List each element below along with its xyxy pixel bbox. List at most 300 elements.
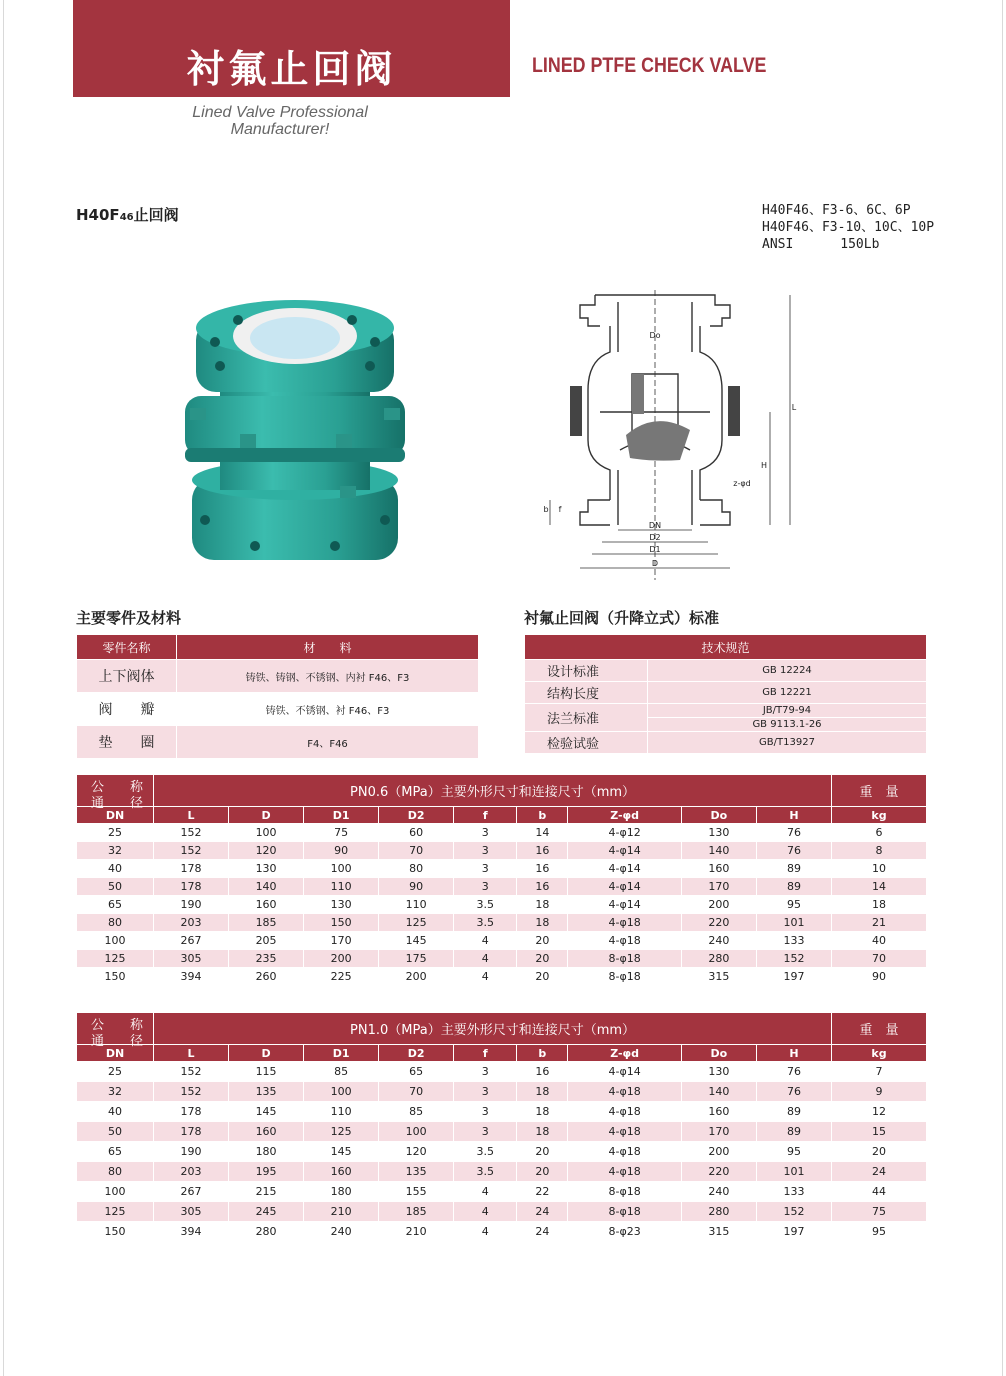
column-header: Do (681, 1045, 756, 1062)
weight-label: 重 量 (832, 1013, 927, 1045)
column-header: D1 (304, 807, 379, 824)
table-cell: 16 (517, 878, 568, 896)
table-cell: 20 (517, 1142, 568, 1162)
table-cell: 8-φ18 (568, 950, 681, 968)
part-material: 铸铁、不锈钢、衬 F46、F3 (177, 693, 479, 726)
table-cell: 65 (77, 1142, 154, 1162)
table-cell: 20 (517, 932, 568, 950)
corner-label (77, 1013, 154, 1049)
table-cell: 178 (154, 860, 229, 878)
table-cell: 133 (756, 932, 831, 950)
table-cell: 130 (681, 1062, 756, 1082)
table-cell: 4-φ18 (568, 1102, 681, 1122)
column-header: f (454, 807, 517, 824)
table-cell: 8-φ18 (568, 1202, 681, 1222)
table-cell: 120 (229, 842, 304, 860)
table-cell: 89 (756, 878, 831, 896)
standard-name: 法兰标准 (525, 704, 648, 732)
table-row (77, 726, 479, 759)
model-suffix: 止回阀 (133, 206, 179, 224)
part-material: F4、F46 (177, 726, 479, 759)
table-cell: 305 (154, 950, 229, 968)
table-cell: 152 (154, 824, 229, 842)
table-cell: 280 (229, 1222, 304, 1242)
table-cell: 7 (832, 1062, 927, 1082)
table-cell: 203 (154, 1162, 229, 1182)
table-row (77, 1062, 927, 1082)
table-cell: 18 (517, 1102, 568, 1122)
spec-line: H40F46、F3-6、6C、6P (762, 203, 911, 218)
parts-table (76, 634, 479, 759)
table-cell: 4-φ18 (568, 1122, 681, 1142)
column-header: DN (77, 1045, 154, 1062)
table-cell: 260 (229, 968, 304, 986)
column-header: Do (681, 807, 756, 824)
page-border-left (3, 0, 4, 1376)
column-header: H (756, 1045, 831, 1062)
table-cell: 6 (832, 824, 927, 842)
table-cell: 4-φ12 (568, 824, 681, 842)
table-cell: 50 (77, 878, 154, 896)
table-cell: 40 (77, 1102, 154, 1122)
spec-line: H40F46、F3-10、10C、10P (762, 220, 935, 235)
table-cell: 24 (517, 1202, 568, 1222)
table-row (77, 950, 927, 968)
table-cell: 90 (379, 878, 454, 896)
table-cell: 40 (832, 932, 927, 950)
table-cell: 90 (832, 968, 927, 986)
table-row (525, 682, 927, 704)
standard-section-title: 衬氟止回阀（升降立式）标准 (524, 609, 720, 627)
table-cell: 76 (756, 1082, 831, 1102)
table-cell: 3.5 (454, 1142, 517, 1162)
corner-label-line1: 公 称 (91, 1018, 144, 1033)
table-cell: 170 (304, 932, 379, 950)
table-cell: 75 (304, 824, 379, 842)
table-cell: 145 (229, 1102, 304, 1122)
table-row (77, 860, 927, 878)
table-cell: 125 (77, 1202, 154, 1222)
label-zd: z-φd (733, 479, 751, 488)
table-cell: 3 (454, 1062, 517, 1082)
corner-label (77, 775, 154, 811)
table-cell: 25 (77, 1062, 154, 1082)
table-cell: 152 (154, 1082, 229, 1102)
table-cell: 120 (379, 1142, 454, 1162)
table-cell: 200 (681, 1142, 756, 1162)
standard-value: GB/T13927 (648, 732, 927, 754)
column-header: D (229, 1045, 304, 1062)
corner-label-line2: 通 径 (91, 796, 144, 811)
table-cell: 3 (454, 1122, 517, 1142)
table-cell: 100 (77, 1182, 154, 1202)
table-cell: 140 (681, 1082, 756, 1102)
table-cell: 4-φ18 (568, 1142, 681, 1162)
table-cell: 100 (229, 824, 304, 842)
standard-name: 设计标准 (525, 660, 648, 682)
table-cell: 160 (229, 1122, 304, 1142)
label-d: D (651, 559, 659, 568)
table-cell: 178 (154, 878, 229, 896)
valve-product-image (180, 300, 410, 572)
table-cell: 8-φ18 (568, 1182, 681, 1202)
table-cell: 267 (154, 1182, 229, 1202)
table-cell: 20 (517, 950, 568, 968)
table-cell: 200 (379, 968, 454, 986)
table-row (77, 693, 479, 726)
label-h: H (760, 461, 768, 470)
part-name: 垫 圈 (77, 726, 177, 759)
table-cell: 20 (517, 1162, 568, 1182)
table-cell: 110 (304, 878, 379, 896)
table-cell: 100 (379, 1122, 454, 1142)
table-cell: 150 (77, 1222, 154, 1242)
table-cell: 203 (154, 914, 229, 932)
column-header: D2 (379, 807, 454, 824)
table-cell: 40 (77, 860, 154, 878)
table-cell: 225 (304, 968, 379, 986)
table-cell: 185 (379, 1202, 454, 1222)
table-cell: 16 (517, 1062, 568, 1082)
table-cell: 100 (77, 932, 154, 950)
table-cell: 150 (77, 968, 154, 986)
table-cell: 4-φ14 (568, 896, 681, 914)
label-do: Do (649, 331, 661, 340)
table-cell: 50 (77, 1122, 154, 1142)
table-cell: 130 (681, 824, 756, 842)
label-f: f (558, 505, 562, 514)
table-cell: 185 (229, 914, 304, 932)
table-cell: 21 (832, 914, 927, 932)
column-header: Z-φd (568, 1045, 681, 1062)
table-cell: 130 (304, 896, 379, 914)
table-cell: 190 (154, 1142, 229, 1162)
table-cell: 110 (304, 1102, 379, 1122)
table-cell: 210 (379, 1222, 454, 1242)
table-cell: 160 (681, 1102, 756, 1122)
table-cell: 90 (304, 842, 379, 860)
table-cell: 180 (304, 1182, 379, 1202)
table-row (77, 1082, 927, 1102)
slogan-line-1: Lined Valve Professional (192, 104, 368, 121)
corner-label-line1: 公 称 (91, 780, 144, 795)
model-sub: 46 (119, 212, 134, 223)
column-header: DN (77, 807, 154, 824)
table-cell: 4-φ14 (568, 1062, 681, 1082)
table-cell: 115 (229, 1062, 304, 1082)
table-cell: 101 (756, 1162, 831, 1182)
table-cell: 70 (379, 1082, 454, 1102)
table-cell: 14 (517, 824, 568, 842)
slogan-line-2: Manufacturer! (230, 121, 330, 138)
table-cell: 197 (756, 1222, 831, 1242)
corner-label-line2: 通 径 (91, 1034, 144, 1049)
table-row (77, 1102, 927, 1122)
table-cell: 32 (77, 1082, 154, 1102)
table-row (77, 1142, 927, 1162)
table-cell: 3 (454, 860, 517, 878)
table-cell: 89 (756, 1122, 831, 1142)
table-cell: 14 (832, 878, 927, 896)
table-cell: 18 (517, 1082, 568, 1102)
table-cell: 235 (229, 950, 304, 968)
table-cell: 9 (832, 1082, 927, 1102)
table-cell: 145 (304, 1142, 379, 1162)
table-row (525, 660, 927, 682)
table-cell: 280 (681, 950, 756, 968)
table-cell: 15 (832, 1122, 927, 1142)
table-cell: 20 (832, 1142, 927, 1162)
pn06-dimension-table (76, 774, 927, 986)
table-cell: 3 (454, 842, 517, 860)
column-header: Z-φd (568, 807, 681, 824)
table-cell: 3.5 (454, 914, 517, 932)
table-cell: 70 (379, 842, 454, 860)
table-cell: 200 (304, 950, 379, 968)
table-row (525, 704, 927, 718)
table-row (77, 1182, 927, 1202)
table-cell: 18 (517, 1122, 568, 1142)
table-cell: 3 (454, 878, 517, 896)
table-cell: 85 (304, 1062, 379, 1082)
table-cell: 160 (304, 1162, 379, 1182)
table-cell: 215 (229, 1182, 304, 1202)
label-b: b (543, 505, 549, 514)
label-d1: D1 (649, 545, 661, 554)
table-cell: 150 (304, 914, 379, 932)
table-row (77, 914, 927, 932)
column-header: b (517, 1045, 568, 1062)
page-title-english: LINED PTFE CHECK VALVE (532, 54, 767, 77)
table-cell: 245 (229, 1202, 304, 1222)
table-cell: 152 (154, 1062, 229, 1082)
standard-value: GB 12224 (648, 660, 927, 682)
table-cell: 4-φ18 (568, 1162, 681, 1182)
table-cell: 10 (832, 860, 927, 878)
column-header: D2 (379, 1045, 454, 1062)
table-row (77, 660, 479, 693)
table-cell: 240 (681, 1182, 756, 1202)
table-row (77, 1222, 927, 1242)
table-cell: 4 (454, 968, 517, 986)
table-cell: 394 (154, 968, 229, 986)
table-cell: 18 (517, 896, 568, 914)
table-cell: 315 (681, 1222, 756, 1242)
table-cell: 170 (681, 878, 756, 896)
table-cell: 75 (832, 1202, 927, 1222)
table-cell: 76 (756, 842, 831, 860)
column-header: kg (832, 1045, 927, 1062)
table-cell: 18 (832, 896, 927, 914)
standard-value: GB 12221 (648, 682, 927, 704)
table-cell: 175 (379, 950, 454, 968)
table-cell: 4 (454, 1222, 517, 1242)
standard-value: JB/T79-94 (648, 704, 927, 718)
table-cell: 65 (77, 896, 154, 914)
table-cell: 394 (154, 1222, 229, 1242)
table-cell: 25 (77, 824, 154, 842)
table-cell: 4 (454, 932, 517, 950)
table-cell: 140 (681, 842, 756, 860)
table-row (77, 842, 927, 860)
table-cell: 4-φ14 (568, 878, 681, 896)
table-cell: 70 (832, 950, 927, 968)
table-cell: 60 (379, 824, 454, 842)
table-row (77, 968, 927, 986)
table-cell: 8-φ23 (568, 1222, 681, 1242)
table-cell: 240 (681, 932, 756, 950)
label-dn: DN (648, 521, 662, 530)
table-cell: 3 (454, 824, 517, 842)
table-cell: 4-φ14 (568, 860, 681, 878)
table-cell: 152 (756, 950, 831, 968)
page-title: 衬氟止回阀 (186, 47, 397, 91)
table-cell: 4 (454, 1182, 517, 1202)
table-cell: 240 (304, 1222, 379, 1242)
table-cell: 101 (756, 914, 831, 932)
table-cell: 152 (756, 1202, 831, 1222)
table-cell: 178 (154, 1122, 229, 1142)
part-name: 阀 瓣 (77, 693, 177, 726)
table-row (77, 1202, 927, 1222)
table-cell: 80 (77, 1162, 154, 1182)
table-cell: 4 (454, 950, 517, 968)
table-cell: 135 (379, 1162, 454, 1182)
standard-header: 技术规范 (525, 635, 927, 660)
table-cell: 180 (229, 1142, 304, 1162)
table-cell: 267 (154, 932, 229, 950)
table-row (525, 732, 927, 754)
table-cell: 44 (832, 1182, 927, 1202)
table-cell: 95 (832, 1222, 927, 1242)
table-cell: 205 (229, 932, 304, 950)
table-cell: 145 (379, 932, 454, 950)
table-caption: PN0.6（MPa）主要外形尺寸和连接尺寸（mm） (154, 775, 832, 807)
table-cell: 160 (229, 896, 304, 914)
model-spec-lines (762, 202, 934, 253)
table-cell: 24 (517, 1222, 568, 1242)
column-header: L (154, 807, 229, 824)
standard-name: 检验试验 (525, 732, 648, 754)
table-cell: 95 (756, 1142, 831, 1162)
part-name: 上下阀体 (77, 660, 177, 693)
table-row (77, 932, 927, 950)
standard-value: GB 9113.1-26 (648, 718, 927, 732)
table-cell: 135 (229, 1082, 304, 1102)
table-cell: 22 (517, 1182, 568, 1202)
table-cell: 20 (517, 968, 568, 986)
table-cell: 190 (154, 896, 229, 914)
table-cell: 4-φ14 (568, 842, 681, 860)
model-prefix: H40F (76, 206, 120, 224)
parts-header-material: 材 料 (177, 635, 479, 660)
column-header: kg (832, 807, 927, 824)
pn10-dimension-table (76, 1012, 927, 1242)
column-header: b (517, 807, 568, 824)
table-body (77, 824, 927, 986)
table-row (77, 896, 927, 914)
slogan (180, 104, 380, 138)
table-cell: 125 (77, 950, 154, 968)
table-cell: 197 (756, 968, 831, 986)
table-cell: 130 (229, 860, 304, 878)
table-cell: 76 (756, 824, 831, 842)
column-header-row (77, 1045, 927, 1062)
column-header: H (756, 807, 831, 824)
table-cell: 3.5 (454, 1162, 517, 1182)
table-cell: 4 (454, 1202, 517, 1222)
table-cell: 280 (681, 1202, 756, 1222)
model-title (76, 204, 179, 225)
parts-header-name: 零件名称 (77, 635, 177, 660)
table-cell: 100 (304, 1082, 379, 1102)
table-row (77, 878, 927, 896)
table-cell: 155 (379, 1182, 454, 1202)
table-cell: 315 (681, 968, 756, 986)
table-cell: 24 (832, 1162, 927, 1182)
table-cell: 3 (454, 1102, 517, 1122)
column-header: D (229, 807, 304, 824)
label-l: L (791, 403, 797, 412)
table-row (77, 824, 927, 842)
table-cell: 210 (304, 1202, 379, 1222)
table-cell: 178 (154, 1102, 229, 1122)
table-cell: 76 (756, 1062, 831, 1082)
table-cell: 200 (681, 896, 756, 914)
column-header: L (154, 1045, 229, 1062)
table-cell: 12 (832, 1102, 927, 1122)
table-cell: 80 (77, 914, 154, 932)
table-cell: 170 (681, 1122, 756, 1142)
table-cell: 8 (832, 842, 927, 860)
standard-table (524, 634, 927, 754)
weight-label: 重 量 (832, 775, 927, 807)
table-cell: 89 (756, 860, 831, 878)
table-cell: 133 (756, 1182, 831, 1202)
table-cell: 125 (379, 914, 454, 932)
table-cell: 80 (379, 860, 454, 878)
spec-line: ANSI 150Lb (762, 237, 880, 252)
table-cell: 195 (229, 1162, 304, 1182)
table-cell: 3 (454, 1082, 517, 1102)
standard-name: 结构长度 (525, 682, 648, 704)
table-cell: 110 (379, 896, 454, 914)
table-cell: 152 (154, 842, 229, 860)
table-cell: 220 (681, 1162, 756, 1182)
column-header-row (77, 807, 927, 824)
table-cell: 3.5 (454, 896, 517, 914)
table-cell: 125 (304, 1122, 379, 1142)
table-cell: 16 (517, 860, 568, 878)
parts-section-title: 主要零件及材料 (76, 609, 182, 627)
table-caption: PN1.0（MPa）主要外形尺寸和连接尺寸（mm） (154, 1013, 832, 1045)
table-row (77, 1122, 927, 1142)
table-cell: 18 (517, 914, 568, 932)
column-header: D1 (304, 1045, 379, 1062)
valve-section-drawing (530, 290, 800, 580)
table-cell: 16 (517, 842, 568, 860)
table-cell: 140 (229, 878, 304, 896)
table-cell: 220 (681, 914, 756, 932)
table-body (77, 1062, 927, 1242)
part-material: 铸铁、铸钢、不锈钢、内衬 F46、F3 (177, 660, 479, 693)
table-cell: 95 (756, 896, 831, 914)
page-border-right (1002, 0, 1003, 1376)
table-cell: 100 (304, 860, 379, 878)
table-cell: 4-φ18 (568, 932, 681, 950)
table-cell: 4-φ18 (568, 1082, 681, 1102)
label-d2: D2 (649, 533, 661, 542)
